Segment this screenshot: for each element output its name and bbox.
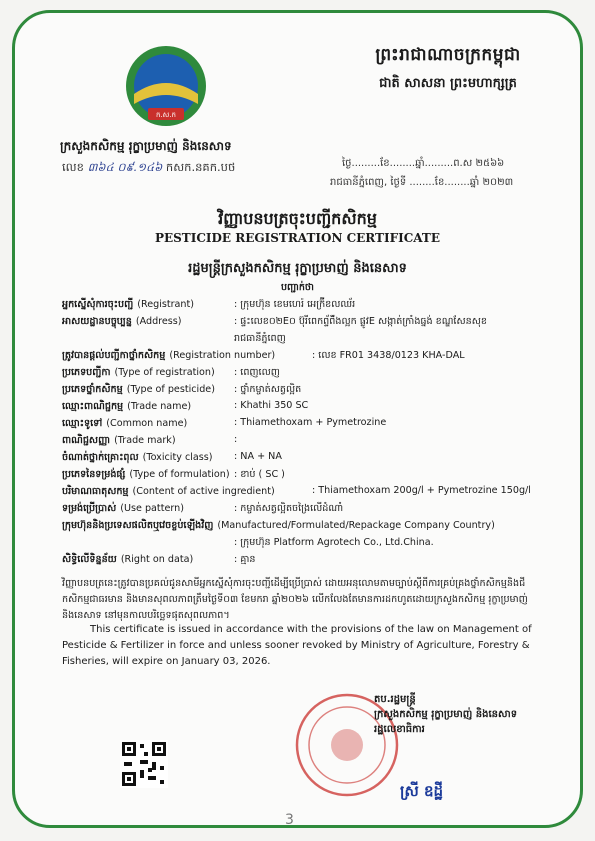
title-english: PESTICIDE REGISTRATION CERTIFICATE [154, 231, 441, 245]
signature-line-1: តប.រដ្ឋមន្ត្រី [374, 694, 416, 705]
paragraph-khmer: វិញ្ញាបនបត្រនេះត្រូវបានប្រគល់ជូនសាមីអ្នកស្នើសុំការចុះបញ្ជីដើម្បីប្រើប្រាស់ ដោយអនុលោមតាមច្បាប់ស្តីពីការគ្រប់គ្រងថ្នាំកសិកម្មនិងជីកសិកម្មជាធរមាន និងមានសុពលភាពត្រឹមថ្ងៃទី០៣ ខែមករា ឆ្នាំ២០២៦ លើកលែងតែមានការដកហូតដោយក្រសួងកសិកម្ម រុក្ខាប្រមាញ់ និងនេសាទ នៅមុនកាលបរិច្ឆេទផុតសុពលភាព។ [62, 578, 528, 621]
field-value: : កម្ចាត់សត្វល្អិតចង្រៃលើដំណាំ [234, 503, 344, 514]
field-row [62, 400, 309, 414]
field-row [62, 315, 487, 329]
svg-text:ក.ស.ក: ក.ស.ក [155, 111, 177, 119]
field-label: ប្រភេទនៃទម្រង់ផ្សំ (Type of formulation) [62, 469, 230, 480]
field-value: : [234, 434, 238, 445]
paragraph-english: This certificate is issued in accordance with the provisions of the law on Management of Pesticide & Fertilizer in force and unless sooner revoked by Ministry of Agriculture, Forestry & Fisheries, will expire on January 03, 2026. [62, 624, 532, 667]
field-value: : លេខ FR01 3438/0123 KHA-DAL [312, 350, 465, 361]
field-row [62, 519, 495, 533]
field-label: ប្រភេទបញ្ជីកា (Type of registration) [62, 367, 215, 378]
issuing-minister: រដ្ឋមន្ត្រីក្រសួងកសិកម្ម រុក្ខាប្រមាញ់ និងនេសាទ [188, 261, 407, 276]
lunar-date-print: ថ្ងៃ.........ខែ........ឆ្នាំ.........ព.ស ២៥៦៦ [342, 158, 505, 169]
field-label: ចំណាត់ថ្នាក់គ្រោះពុល (Toxicity class) [62, 452, 213, 463]
field-row [62, 553, 256, 567]
field-label: ប្រភេទថ្នាំកសិកម្ម (Type of pesticide) [62, 384, 215, 395]
qr-code [120, 740, 168, 788]
ministry-emblem [118, 42, 214, 132]
field-row [62, 332, 286, 344]
page-number: 3 [285, 812, 294, 828]
field-row [62, 536, 434, 548]
signature-block [374, 692, 534, 737]
field-label: សិទ្ធិលើទិន្នន័យ (Right on data) [62, 554, 194, 565]
field-label: ទម្រង់ប្រើប្រាស់ (Use pattern) [62, 503, 184, 514]
field-row [62, 349, 465, 363]
field-row [62, 383, 302, 397]
field-row [62, 366, 280, 380]
kingdom-heading [343, 44, 553, 94]
ref-suffix: កសក.នគក.បថ [165, 160, 236, 174]
title-khmer: វិញ្ញាបនបត្រចុះបញ្ជីកសិកម្ម [218, 209, 377, 228]
ministry-name: ក្រសួងកសិកម្ម រុក្ខាប្រមាញ់ និងនេសាទ [60, 139, 232, 153]
solar-date-print: រាជធានីភ្នំពេញ, ថ្ងៃទី ........ខែ........ឆ្នាំ ២០២៣ [330, 177, 514, 188]
field-row [62, 502, 344, 516]
field-value: : គ្មាន [234, 554, 256, 565]
reference-number [62, 160, 235, 177]
field-value: : ខាប់ ( SC ) [234, 469, 285, 480]
field-value: : Thiamethoxam 200g/l + Pymetrozine 150g/l [312, 485, 531, 496]
field-value: : ផ្ទះលេខ០២E០ ប៊ុរីពេកព្ទ័ព៌ីងល្អក ផ្លូវE សង្កាត់ក្រាំងធ្នង់ ខណ្ឌសែនសុខ [234, 316, 487, 327]
field-value: : Thiamethoxam + Pymetrozine [234, 417, 387, 428]
solar-date [330, 175, 513, 190]
field-row [62, 468, 285, 482]
field-label [62, 332, 66, 343]
signature-line-2: ក្រសួងកសិកម្ម រុក្ខាប្រមាញ់ និងនេសាទ [374, 709, 518, 720]
field-value: : ក្រុមហ៊ុន ខេមហេរ៉ អេក្រ៊ីខលឈ័រ [234, 299, 356, 310]
field-row [62, 485, 531, 499]
field-value: : ថ្នាំកម្ចាត់សត្វល្អិត [234, 384, 302, 395]
signer-name: ស្រី ឧដ្ឋី [400, 782, 444, 800]
ref-handwritten: ៣៦៤ ០៩.១៤៦ [87, 160, 163, 174]
lunar-date [342, 156, 504, 171]
field-row [62, 434, 238, 448]
field-value: : ក្រុមហ៊ុន Platform Agrotech Co., Ltd.China. [234, 537, 434, 548]
field-row [62, 451, 282, 465]
certifies-label: បញ្ជាក់ថា [281, 282, 314, 293]
field-label: ត្រូវបានផ្តល់បញ្ជីកាថ្នាំកសិកម្ម (Registration number) [62, 350, 276, 361]
ref-prefix: លេខ [62, 160, 84, 174]
field-label: ឈ្មោះទូទៅ (Common name) [62, 418, 188, 429]
field-value: : ពេញលេញ [234, 367, 280, 378]
kingdom-line-2: ជាតិ សាសនា ព្រះមហាក្សត្រ [379, 76, 517, 91]
field-label: បរិមាណធាតុសកម្ម (Content of active ingredient) [62, 486, 275, 497]
field-value: : Khathi 350 SC [234, 400, 309, 411]
kingdom-line-1: ព្រះរាជាណាចក្រកម្ពុជា [375, 45, 521, 65]
field-value: : NA + NA [234, 451, 282, 462]
field-label: ពាណិជ្ជសញ្ញា (Trade mark) [62, 435, 176, 446]
signature-line-3: រដ្ឋលេខាធិការ [374, 724, 425, 735]
field-label: អាសយដ្ឋានបច្ចុប្បន្ន (Address) [62, 316, 182, 327]
field-value: រាជធានីភ្នំពេញ [234, 333, 286, 344]
field-label: ឈ្មោះពាណិជ្ជកម្ម (Trade name) [62, 401, 192, 412]
field-label: ក្រុមហ៊ុននិងប្រទេសផលិតឬវេចខ្ចប់ឡើងវិញ (Manufactured/Formulated/Repackage Company Country) [62, 520, 495, 531]
field-label: អ្នកស្នើសុំការចុះបញ្ជី (Registrant) [62, 299, 195, 310]
field-row [62, 417, 387, 431]
field-label [62, 536, 66, 547]
field-row [62, 298, 356, 312]
